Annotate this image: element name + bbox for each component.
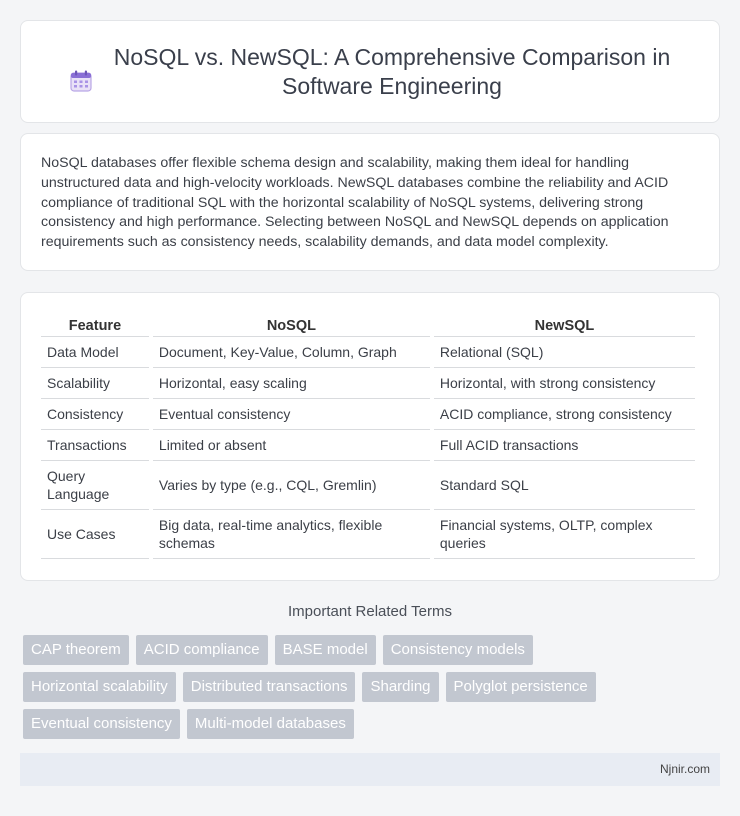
table-cell: Big data, real-time analytics, flexible schemas [153,510,430,559]
table-cell: Horizontal, with strong consistency [434,368,695,399]
table-cell: Document, Key-Value, Column, Graph [153,337,430,368]
title-card [20,20,720,123]
table-header-row [41,313,695,337]
calendar-icon [68,68,94,94]
related-terms [23,635,723,746]
table-cell: Consistency [41,399,149,430]
tag-multi-model-databases[interactable]: Multi-model databases [187,709,354,739]
table-cell: Standard SQL [434,461,695,510]
tag-polyglot-persistence[interactable]: Polyglot persistence [446,672,596,702]
intro-card [20,133,720,271]
tag-distributed-transactions[interactable]: Distributed transactions [183,672,356,702]
table-row [41,337,695,368]
table-row [41,399,695,430]
tag-acid-compliance[interactable]: ACID compliance [136,635,268,665]
table-row [41,430,695,461]
header-nosql: NoSQL [153,313,430,337]
tag-row [23,635,723,665]
comparison-card [20,292,720,581]
table-cell: Data Model [41,337,149,368]
tag-row [23,672,723,702]
table-cell: Use Cases [41,510,149,559]
intro-text: NoSQL databases offer flexible schema design and scalability, making them ideal for handling unstructured data and high-velocity workloads. NewSQL databases combine the reliability and ACID compliance of traditional SQL with the horizontal scalability of NoSQL systems, delivering strong consistency and high performance. Selecting between NoSQL and NewSQL depends on application requirements such as consistency needs, scalability demands, and data model complexity. [41,155,669,251]
tag-horizontal-scalability[interactable]: Horizontal scalability [23,672,176,702]
tag-eventual-consistency[interactable]: Eventual consistency [23,709,180,739]
table-cell: ACID compliance, strong consistency [434,399,695,430]
header-newsql: NewSQL [434,313,695,337]
footer [20,753,720,786]
table-cell: Scalability [41,368,149,399]
header-feature: Feature [41,313,149,337]
tag-base-model[interactable]: BASE model [275,635,376,665]
table-cell: Transactions [41,430,149,461]
table-cell: Varies by type (e.g., CQL, Gremlin) [153,461,430,510]
table-cell: Full ACID transactions [434,430,695,461]
table-row [41,510,695,559]
table-cell: Eventual consistency [153,399,430,430]
table-cell: Horizontal, easy scaling [153,368,430,399]
related-terms-title: Important Related Terms [288,603,452,620]
table-row [41,461,695,510]
footer-brand[interactable]: Njnir.com [659,762,710,776]
tag-cap-theorem[interactable]: CAP theorem [23,635,129,665]
page-title: NoSQL vs. NewSQL: A Comprehensive Comparison in Software Engineering [113,43,671,99]
table-cell: Financial systems, OLTP, complex queries [434,510,695,559]
table-cell: Query Language [41,461,149,510]
tag-sharding[interactable]: Sharding [362,672,438,702]
tag-consistency-models[interactable]: Consistency models [383,635,533,665]
table-cell: Relational (SQL) [434,337,695,368]
tag-row [23,709,723,739]
comparison-table [37,313,699,559]
table-row [41,368,695,399]
table-cell: Limited or absent [153,430,430,461]
